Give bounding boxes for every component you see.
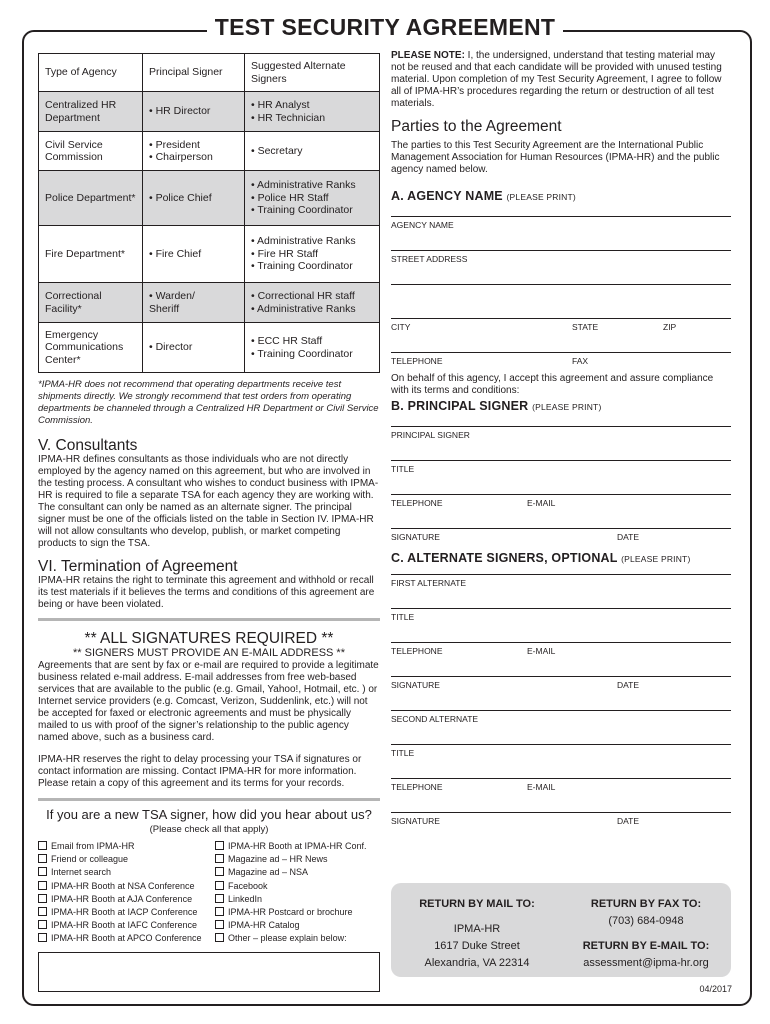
checkbox[interactable] [215, 854, 224, 863]
table-cell-type: Emergency Communications Center* [39, 323, 143, 373]
survey-question: If you are a new TSA signer, how did you hear about us? [46, 807, 372, 822]
table-row [39, 226, 380, 283]
checkbox[interactable] [38, 894, 47, 903]
street-address-line-2[interactable] [391, 284, 731, 318]
checkbox[interactable] [38, 867, 47, 876]
table-row [39, 323, 380, 373]
return-fax-number: (703) 684-0948 [608, 915, 684, 927]
second-alternate-contact-field[interactable]: TELEPHONE E-MAIL [391, 778, 731, 812]
survey-option[interactable]: Email from IPMA-HR [38, 840, 215, 853]
table-cell-principal: • Fire Chief [143, 226, 245, 283]
first-alternate-field[interactable]: FIRST ALTERNATE [391, 574, 731, 608]
table-cell-alternates: • Correctional HR staff • Administrative Ranks [245, 283, 380, 323]
please-note-text: I, the undersigned, understand that testing material may not be reused and that each candidate will be provided with unused testing material. Upon completion of my Test Security Agreement, I agree to follow all of IPMA-HR’s procedures regarding the return or destruction of all test materials. [391, 50, 722, 109]
section-b-hint: (PLEASE PRINT) [532, 402, 602, 412]
street-address-field[interactable]: STREET ADDRESS [391, 250, 731, 284]
return-email-heading: RETURN BY E-MAIL TO: [582, 940, 710, 952]
survey-option[interactable]: IPMA-HR Booth at IACP Conference [38, 906, 215, 919]
survey-option[interactable]: Magazine ad – HR News [215, 853, 380, 866]
survey-option[interactable]: Facebook [215, 880, 380, 893]
checkbox[interactable] [215, 841, 224, 850]
section-c-heading: C. ALTERNATE SIGNERS, OPTIONAL (PLEASE PRINT) [391, 551, 691, 565]
divider [38, 618, 380, 621]
page-title: TEST SECURITY AGREEMENT [207, 14, 563, 40]
return-mail-name: IPMA-HR [453, 923, 501, 935]
please-note [391, 50, 731, 110]
parties-text: The parties to this Test Security Agreement are the International Public Management Association for Human Resources (IPMA-HR) and the public agency named below. [391, 140, 720, 175]
agency-name-field[interactable]: AGENCY NAME [391, 216, 731, 250]
first-alternate-contact-field[interactable]: TELEPHONE E-MAIL [391, 642, 731, 676]
second-alternate-signature-field[interactable]: SIGNATURE DATE [391, 812, 731, 833]
table-cell-type: Fire Department* [39, 226, 143, 283]
termination-text: IPMA-HR retains the right to terminate this agreement and withhold or recall its test materials if it believes the terms and conditions of this agreement are being or have been violated. [38, 575, 375, 610]
checkbox[interactable] [215, 907, 224, 916]
table-cell-principal: • HR Director [143, 92, 245, 132]
table-row [39, 92, 380, 132]
checkbox[interactable] [215, 881, 224, 890]
table-row [39, 283, 380, 323]
behalf-text: On behalf of this agency, I accept this agreement and assure compliance with its terms and conditions: [391, 373, 714, 396]
second-alternate-field[interactable]: SECOND ALTERNATE [391, 710, 731, 744]
table-header-principal: Principal Signer [143, 54, 245, 92]
table-footnote: *IPMA-HR does not recommend that operating departments receive test shipments directly. We strongly recommend that test orders from operating departments be channeled through a Centralized HR Department or Civil Service Commission. [38, 379, 379, 426]
table-cell-alternates: • Secretary [245, 132, 380, 171]
table-cell-principal: • President • Chairperson [143, 132, 245, 171]
checkbox[interactable] [38, 841, 47, 850]
section-a-hint: (PLEASE PRINT) [506, 192, 576, 202]
table-cell-alternates: • Administrative Ranks • Fire HR Staff • Training Coordinator [245, 226, 380, 283]
checkbox[interactable] [215, 920, 224, 929]
city-state-zip-field[interactable] [391, 318, 731, 352]
principal-signer-field[interactable]: PRINCIPAL SIGNER [391, 426, 731, 460]
other-explanation-field[interactable] [38, 952, 380, 992]
section-a-heading: A. AGENCY NAME (PLEASE PRINT) [391, 189, 576, 203]
return-fax-email-block [571, 896, 721, 972]
return-mail-street: 1617 Duke Street [434, 940, 520, 952]
zip-label: ZIP [663, 322, 677, 332]
return-mail-heading: RETURN BY MAIL TO: [419, 898, 535, 910]
survey-option[interactable]: LinkedIn [215, 893, 380, 906]
consultants-text: IPMA-HR defines consultants as those individuals who are not directly employed by the agency named on this agreement, but who are involved in the testing process. A consultant who wishes to conduct business with IPMA-HR is required to file a separate TSA for each agency they are working with. The consultant can only be named as an alternate signer. The principal signer must be one of the officials listed on the table in Section IV. IPMA-HR will not allow consultants who develop, publish, or market competing products to sign the TSA. [38, 454, 379, 549]
table-cell-type: Correctional Facility* [39, 283, 143, 323]
divider [38, 798, 380, 801]
first-alternate-signature-field[interactable]: SIGNATURE DATE [391, 676, 731, 710]
signatures-heading: ** ALL SIGNATURES REQUIRED ** [84, 630, 334, 647]
survey-option[interactable]: IPMA-HR Booth at IPMA-HR Conf. [215, 840, 380, 853]
checkbox[interactable] [38, 907, 47, 916]
table-cell-principal: • Director [143, 323, 245, 373]
parties-heading: Parties to the Agreement [391, 118, 562, 135]
survey-option[interactable]: IPMA-HR Postcard or brochure [215, 906, 380, 919]
table-cell-type: Police Department* [39, 171, 143, 226]
table-cell-alternates: • HR Analyst • HR Technician [245, 92, 380, 132]
survey-option[interactable]: Other – please explain below: [215, 932, 380, 945]
survey-options [38, 840, 380, 946]
fax-label: FAX [572, 356, 589, 366]
signatures-para-1: Agreements that are sent by fax or e-mail are required to provide a legitimate business related e-mail address. E-mail addresses from free web-based services that are available to the public (e.g. Gmail, Yahoo!, Hotmail, etc. ) or Internet service providers (e.g. Comcast, Verizon, Suddenlink, etc.) will not be accepted for faxed or electronic agreements and must be physically mailed to us with proof of the signer’s relationship to the public agency named above, such as a business card. [38, 660, 379, 743]
agency-signer-table [38, 53, 380, 373]
survey-option[interactable]: Magazine ad – NSA [215, 866, 380, 879]
table-row [39, 132, 380, 171]
left-column [38, 53, 380, 992]
table-cell-principal: • Police Chief [143, 171, 245, 226]
checkbox[interactable] [38, 854, 47, 863]
second-alternate-title-field[interactable]: TITLE [391, 744, 731, 778]
return-mail-block [402, 896, 552, 972]
city-label: CITY [391, 322, 411, 332]
survey-option[interactable]: Friend or colleague [38, 853, 215, 866]
checkbox[interactable] [215, 894, 224, 903]
survey-option[interactable]: IPMA-HR Booth at APCO Conference [38, 932, 215, 945]
signatures-para-2: IPMA-HR reserves the right to delay processing your TSA if signatures or contact information are missing. Contact IPMA-HR for more information. Please retain a copy of this agreement and its terms for your records. [38, 754, 362, 789]
survey-option[interactable]: IPMA-HR Booth at NSA Conference [38, 880, 215, 893]
table-header-alternates: Suggested Alternate Signers [245, 54, 380, 92]
principal-signature-field[interactable]: SIGNATURE DATE [391, 528, 731, 551]
return-email-address[interactable]: assessment@ipma-hr.org [583, 957, 709, 969]
principal-title-field[interactable]: TITLE [391, 460, 731, 494]
signatures-subheading: ** SIGNERS MUST PROVIDE AN E-MAIL ADDRESS ** [72, 647, 345, 659]
form-date-code: 04/2017 [699, 984, 732, 994]
checkbox[interactable] [215, 933, 224, 942]
survey-hint: (Please check all that apply) [149, 824, 269, 835]
section-c-hint: (PLEASE PRINT) [621, 554, 691, 564]
checkbox[interactable] [215, 867, 224, 876]
table-cell-type: Civil Service Commission [39, 132, 143, 171]
checkbox[interactable] [38, 933, 47, 942]
table-cell-alternates: • Administrative Ranks • Police HR Staff • Training Coordinator [245, 171, 380, 226]
survey-option[interactable]: Internet search [38, 866, 215, 879]
telephone-fax-field[interactable] [391, 352, 731, 373]
survey-question-block [38, 808, 380, 836]
table-cell-type: Centralized HR Department [39, 92, 143, 132]
checkbox[interactable] [38, 920, 47, 929]
principal-contact-field[interactable]: TELEPHONE E-MAIL [391, 494, 731, 528]
return-mail-city: Alexandria, VA 22314 [424, 957, 530, 969]
survey-option[interactable]: IPMA-HR Catalog [215, 919, 380, 932]
right-column [391, 50, 731, 833]
first-alternate-title-field[interactable]: TITLE [391, 608, 731, 642]
table-row [39, 171, 380, 226]
survey-option[interactable]: IPMA-HR Booth at IAFC Conference [38, 919, 215, 932]
page-title-wrap [0, 14, 770, 41]
section-b-heading: B. PRINCIPAL SIGNER (PLEASE PRINT) [391, 399, 602, 413]
consultants-heading: V. Consultants [38, 437, 138, 454]
table-cell-alternates: • ECC HR Staff • Training Coordinator [245, 323, 380, 373]
telephone-label: TELEPHONE [391, 356, 443, 366]
termination-heading: VI. Termination of Agreement [38, 558, 238, 575]
return-info-box [391, 883, 731, 977]
state-label: STATE [572, 322, 599, 332]
please-note-label: PLEASE NOTE: [391, 50, 465, 61]
checkbox[interactable] [38, 881, 47, 890]
table-cell-principal: • Warden/ Sheriff [143, 283, 245, 323]
return-fax-heading: RETURN BY FAX TO: [590, 898, 702, 910]
survey-option[interactable]: IPMA-HR Booth at AJA Conference [38, 893, 215, 906]
table-header-type: Type of Agency [39, 54, 143, 92]
